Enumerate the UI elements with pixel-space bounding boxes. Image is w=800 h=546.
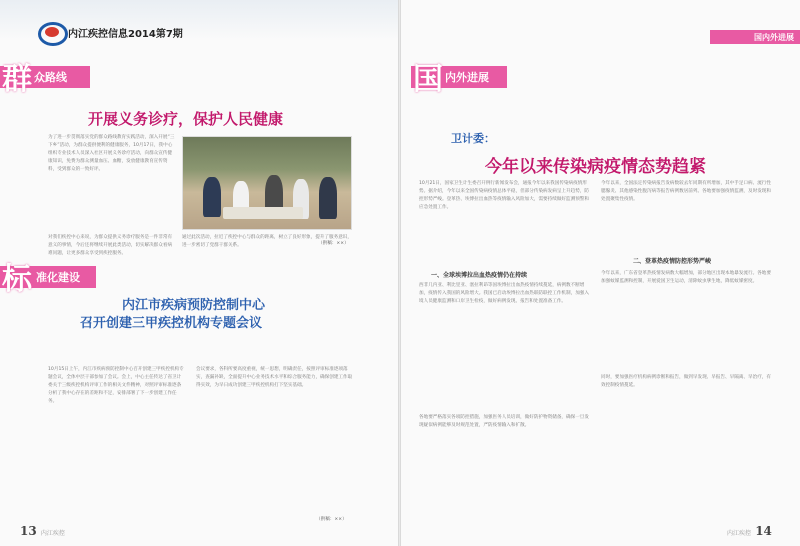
section-big-char-3: 国 <box>413 62 443 97</box>
page-footer-text-right: 内江疾控 <box>727 530 752 537</box>
article2-title-line1: 内江市疾病预防控制中心 <box>122 298 266 313</box>
section-label-2: 准化建设 <box>36 271 80 284</box>
article1-body-right: 通过此次活动，拉近了疾控中心与群众的距离，树立了良好形象，提升了服务意识，进一步密切了党群干群关系。 <box>182 235 352 248</box>
article-body-col2: 今年以来，全国法定传染病报告发病数较去年同期有所增加，其中手足口病、流行性腮腺炎、其他感染性腹泻病等报告病例数居前列。各地要加强疫情监测，及时发现和处置聚集性疫情。 <box>601 181 771 202</box>
article1-body-bottom: 对我们疾控中心来说，为群众提供义务诊疗服务是一件非常有意义的事情，今后还将继续开展此类活动，切实解决群众看病难问题，让更多群众享受到疾控服务。 <box>48 235 173 256</box>
sub2-body-col2: 同时，要加强医疗机构病例诊断和报告，做到早发现、早报告、早隔离、早治疗，有效控制疫情蔓延。 <box>601 375 771 388</box>
section-big-char: 群 <box>2 62 32 97</box>
magazine-title: 内江疾控信息2014第7期 <box>68 29 183 40</box>
section-label: 众路线 <box>34 71 67 84</box>
corner-section-label: 国内外进展 <box>710 30 800 44</box>
clinic-photo-image <box>183 137 351 229</box>
article1-title: 开展义务诊疗，保护人民健康 <box>88 110 284 128</box>
article2-body-col2: 会议要求，各科所要高度重视，统一思想，明确责任，按照评审标准逐项落实，查漏补缺，全面提升中心业务技术水平和综合服务能力，确保创建工作取得实效，为早日成功创建三甲疾控机构打下坚实基础。 <box>196 367 353 388</box>
article-body-col1: 10月21日，国家卫生计生委召开例行新闻发布会，通报今年以来我国传染病疫情形势。据介绍，今年以来全国传染病疫情总体平稳，但部分传染病发病呈上升趋势，防控形势严峻。登革热、埃博拉出血热等疫情输入风险加大，需要持续做好监测预警和应急处置工作。 <box>419 181 589 210</box>
section-label-3: 内外进展 <box>445 71 489 84</box>
article2-source: （供稿：××） <box>316 517 347 522</box>
section-big-char-2: 标 <box>2 262 32 297</box>
article-kicker: 卫计委： <box>451 132 495 145</box>
article1-photo <box>182 136 352 230</box>
sub1-body-col1: 西非几内亚、利比里亚、塞拉利昂等国埃博拉出血热疫情持续蔓延，病例数不断增加，疫情传入我国的风险增大。我国已启动埃博拉出血热联防联控工作机制，加强入境人员健康监测和口岸卫生检疫，做好病例发现、报告和处置准备工作。 <box>419 283 589 304</box>
sub1-body-col2: 各地要严格落实各项防控措施，加强医务人员培训，做好防护物资储备，确保一旦发现疑似病例能够及时规范处置，严防疫情输入和扩散。 <box>419 415 589 428</box>
article2-body-col1: 10月15日上午，内江市疾病预防控制中心召开创建三甲疾控机构专题会议，全体中层干部参加了会议。会上，中心主任传达了省卫计委关于三级疾控机构评审工作的相关文件精神，对照评审标准逐条分析了我中心存在的差距和不足，安排部署了下一步创建工作任务。 <box>48 367 184 404</box>
page-number-value: 13 <box>20 524 37 538</box>
left-page <box>0 0 398 546</box>
page-number-right <box>727 524 772 538</box>
article-title: 今年以来传染病疫情态势趋紧 <box>485 157 706 177</box>
magazine-logo-icon <box>38 22 68 46</box>
article1-body-left: 为了进一步贯彻落实党的群众路线教育实践活动，深入开展“三下乡”活动，为群众提供便利的健康服务，10月17日，我中心组织专业技术人员深入社区开展义务诊疗活动，向群众宣传健康知识，免费为群众测量血压、血糖，发放健康教育宣传资料，受到群众的一致好评。 <box>48 135 175 172</box>
page-number-left <box>20 524 65 538</box>
page-number-value-right: 14 <box>755 524 772 538</box>
right-page <box>401 0 800 546</box>
subhead-dengue: 二、登革热疫情防控形势严峻 <box>633 258 712 265</box>
page-footer-text: 内江疾控 <box>40 530 65 537</box>
sub2-body-col1: 今年以来，广东省登革热疫情发病数大幅增加，部分地区出现本地暴发流行。各地要加强蚊媒监测和控制，开展爱国卫生运动，清除蚊虫孳生地，降低蚊媒密度。 <box>601 271 771 284</box>
article2-title-line2: 召开创建三甲疾控机构专题会议 <box>80 316 263 331</box>
article1-source: （供稿：××） <box>318 241 349 246</box>
subhead-ebola: 一、全球埃博拉出血热疫情仍在持续 <box>431 272 528 279</box>
